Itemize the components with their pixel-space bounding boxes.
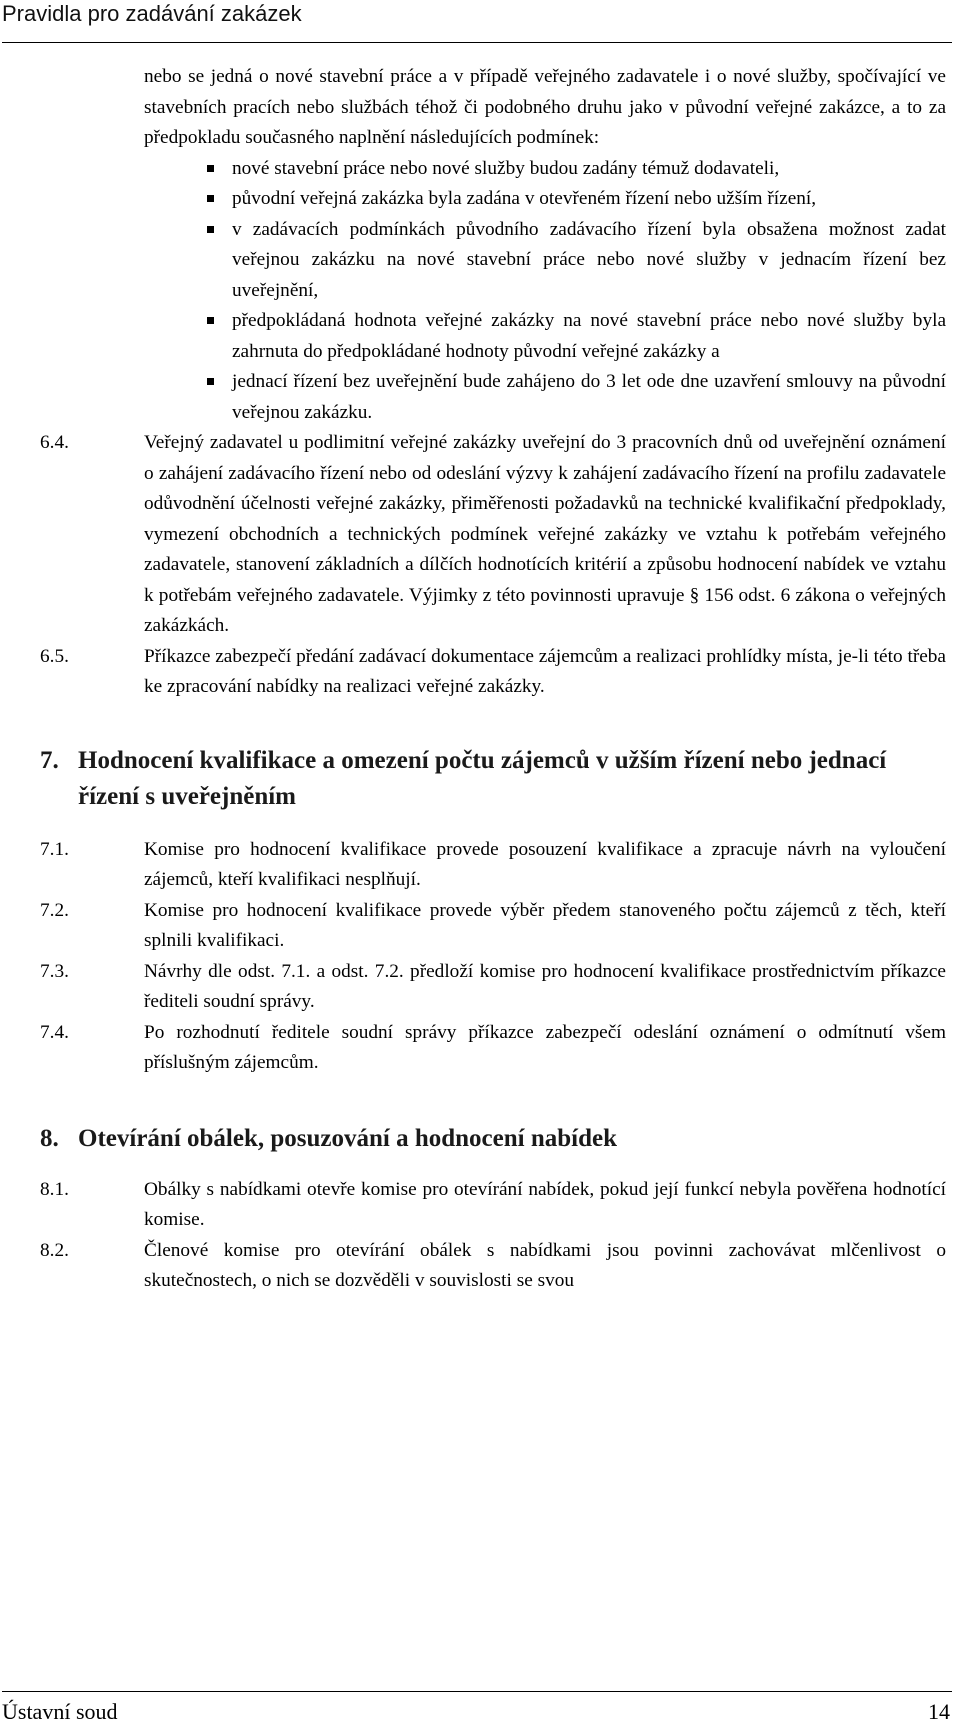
section-number: 8. (40, 1124, 59, 1152)
section-title: Hodnocení kvalifikace a omezení počtu zájemců v užším řízení nebo jednací řízení s uveřejněním (78, 746, 887, 810)
condition-list (144, 154, 946, 429)
paragraph-number: 7.2. (40, 899, 69, 921)
list-item-text: předpokládaná hodnota veřejné zakázky na nové stavební práce nebo nové služby byla zahrnuta do předpokládané hodnoty původní veřejné zakázky a (232, 310, 946, 362)
paragraph-number: 7.4. (40, 1021, 69, 1043)
paragraph-text: Návrhy dle odst. 7.1. a odst. 7.2. předloží komise pro hodnocení kvalifikace prostřednictvím příkazce řediteli soudní správy. (144, 960, 946, 1012)
paragraph-8-2 (40, 1236, 946, 1297)
paragraph-number: 7.1. (40, 838, 69, 860)
page-number: 14 (928, 1699, 950, 1724)
paragraph-7-2 (40, 896, 946, 957)
paragraph-text: Obálky s nabídkami otevře komise pro otevírání nabídek, pokud její funkcí nebyla pověřena hodnotící komise. (144, 1178, 946, 1230)
paragraph-8-1 (40, 1175, 946, 1236)
square-bullet-icon (207, 226, 214, 233)
paragraph-6-5 (40, 642, 946, 703)
paragraph-7-3 (40, 957, 946, 1018)
paragraph-number: 8.2. (40, 1239, 69, 1261)
list-item-text: nové stavební práce nebo nové služby budou zadány témuž dodavateli, (232, 157, 780, 179)
paragraph-7-4 (40, 1018, 946, 1079)
running-footer (0, 1686, 960, 1730)
paragraph-number: 8.1. (40, 1178, 69, 1200)
footer-rule (2, 1691, 952, 1692)
square-bullet-icon (207, 378, 214, 385)
paragraph-number: 7.3. (40, 960, 69, 982)
paragraph-text: Členové komise pro otevírání obálek s nabídkami jsou povinni zachovávat mlčenlivost o skutečnostech, o nich se dozvěděli v souvislosti se svou (144, 1239, 946, 1291)
section-7-heading (40, 743, 946, 815)
header-rule (2, 42, 952, 43)
section-8-heading (40, 1121, 946, 1157)
list-item-text: v zadávacích podmínkách původního zadávacího řízení byla obsažena možnost zadat veřejnou zakázku na nové stavební práce nebo nové služby v jednacím řízení bez uveřejnění, (232, 218, 946, 301)
paragraph-7-1 (40, 835, 946, 896)
square-bullet-icon (207, 165, 214, 172)
paragraph-text: Po rozhodnutí ředitele soudní správy příkazce zabezpečí odeslání oznámení o odmítnutí všem příslušným zájemcům. (144, 1021, 946, 1073)
paragraph-text: Komise pro hodnocení kvalifikace provede posouzení kvalifikace a zpracuje návrh na vyloučení zájemců, kteří kvalifikaci nesplňují. (144, 838, 946, 890)
list-item (144, 306, 946, 367)
list-item (144, 215, 946, 307)
document-body (40, 62, 946, 1297)
list-item-text: jednací řízení bez uveřejnění bude zahájeno do 3 let ode dne uzavření smlouvy na původní veřejnou zakázku. (232, 371, 946, 423)
section-title: Otevírání obálek, posuzování a hodnocení nabídek (78, 1124, 618, 1152)
paragraph-text: Veřejný zadavatel u podlimitní veřejné zakázky uveřejní do 3 pracovních dnů od uveřejnění oznámení o zahájení zadávacího řízení nebo od odeslání výzvy k zahájení zadávacího řízení na profilu zadavatele odůvodnění účelnosti veřejné zakázky, přiměřenosti požadavků na technické kvalifikační předpoklady, vymezení obchodních a technických podmínek veřejné zakázky ve vztahu k potřebám veřejného zadavatele, stanovení základních a dílčích hodnotících kritérií a způsobu hodnocení nabídek ve vztahu k potřebám veřejného zadavatele. Výjimky z této povinnosti upravuje § 156 odst. 6 zákona o veřejných zakázkách. (144, 432, 946, 636)
square-bullet-icon (207, 195, 214, 202)
continuation-paragraph: nebo se jedná o nové stavební práce a v případě veřejného zadavatele i o nové služby, spočívající ve stavebních pracích nebo službách téhož či podobného druhu jako v původní veřejné zakázce, a to za předpokladu současného naplnění následujících podmínek: (144, 66, 946, 148)
paragraph-text: Příkazce zabezpečí předání zadávací dokumentace zájemcům a realizaci prohlídky místa, je-li této třeba ke zpracování nabídky na realizaci veřejné zakázky. (144, 645, 946, 697)
list-item-text: původní veřejná zakázka byla zadána v otevřeném řízení nebo užším řízení, (232, 188, 817, 209)
list-item (144, 367, 946, 428)
footer-institution: Ústavní soud (2, 1699, 118, 1724)
paragraph-6-4 (40, 428, 946, 642)
list-item (144, 184, 946, 215)
section-number: 7. (40, 746, 59, 774)
square-bullet-icon (207, 317, 214, 324)
paragraph-number: 6.4. (40, 432, 69, 453)
running-header (0, 0, 960, 44)
document-title: Pravidla pro zadávání zakázek (2, 1, 302, 26)
paragraph-number: 6.5. (40, 645, 69, 667)
paragraph-text: Komise pro hodnocení kvalifikace provede výběr předem stanoveného počtu zájemců z těch, kteří splnili kvalifikaci. (144, 899, 946, 951)
list-item (144, 154, 946, 185)
